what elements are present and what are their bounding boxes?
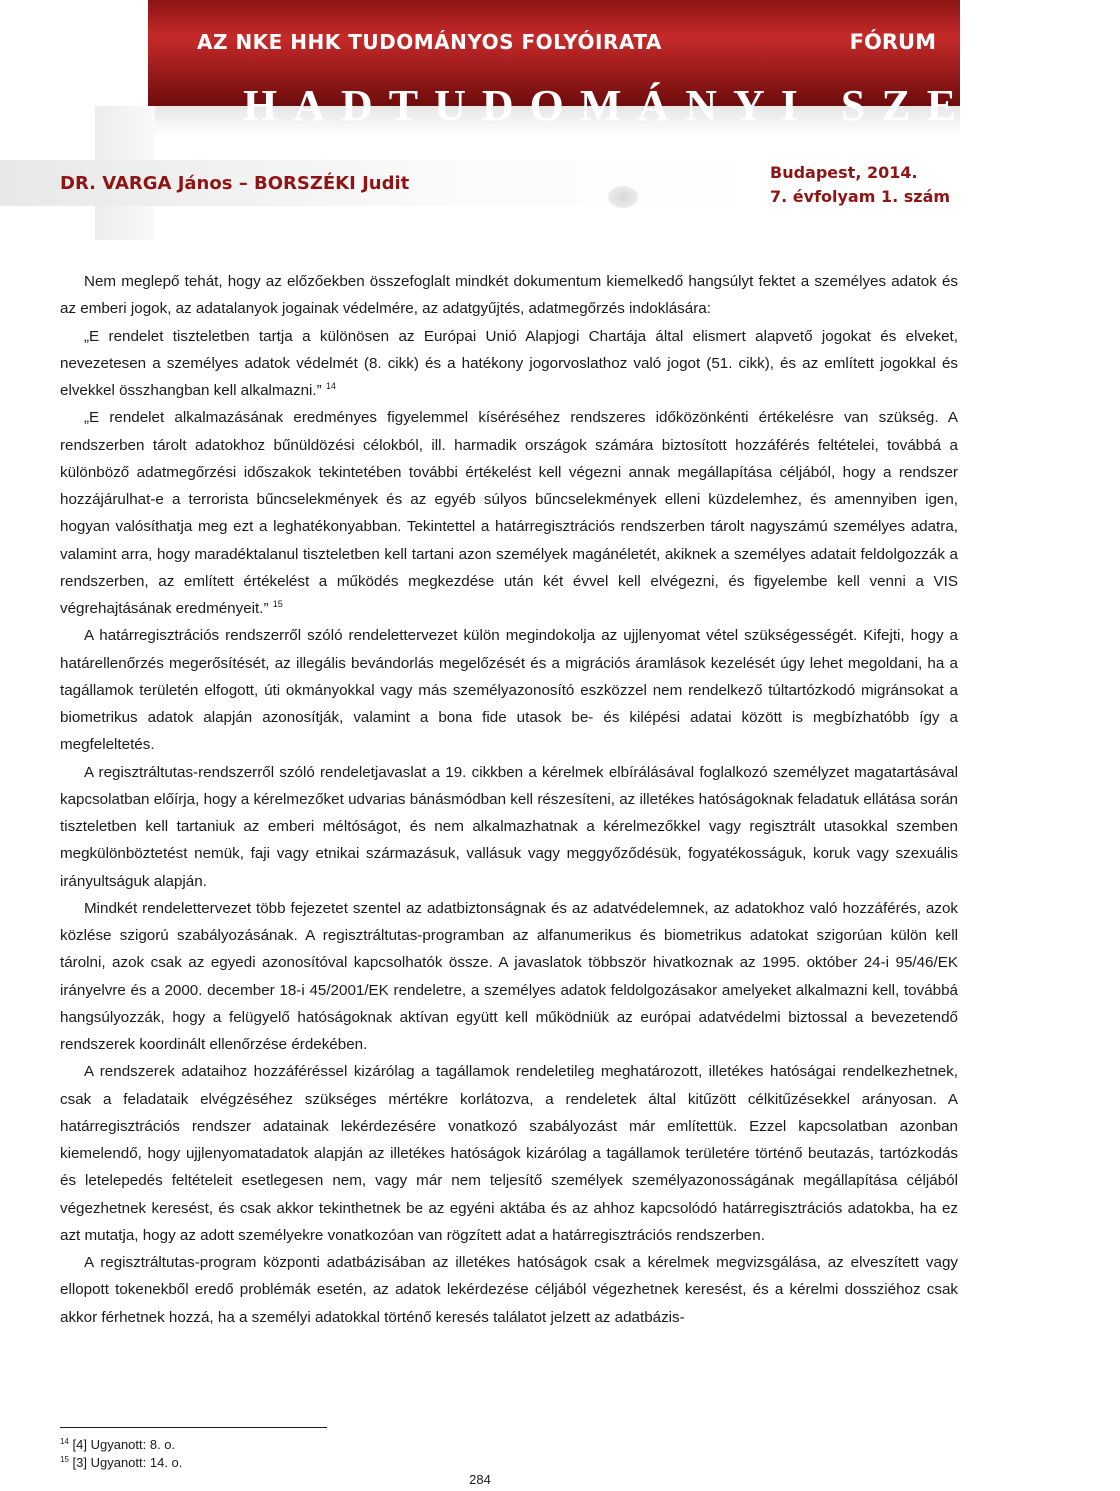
paragraph: Mindkét rendelettervezet több fejezetet szentel az adatbiztonságnak és az adatvédelemnek, az adatokhoz való hozzáférés, azok közlése szigorú szabályozásának. A regisztráltutas-programban az alfanumerikus és biometrikus adatokat szigorúan külön kell tárolni, azok csak az egyedi azonosítóval kapcsolhatók össze. A javaslatok többször hivatkoznak az 1995. október 24-i 95/46/EK irányelvre és a 2000. december 18-i 45/2001/EK rendeletre, a személyes adatok feldolgozásakor amelyeket alkalmazni kell, továbbá hangsúlyozzák, hogy a felügyelő hatóságoknak aktívan együtt kell működniük az európai adatvédelmi biztossal a bevezetendő rendszerek koordinált ellenőrzése érdekében. [60, 899, 958, 1053]
issue-info [770, 161, 950, 209]
paragraph: A regisztráltutas-program központi adatbázisában az illetékes hatóságok csak a kérelmek megvizsgálása, az elveszített vagy ellopott tokenekből eredő problémák esetén, az adatok lekérdezése céljából végezhetnek keresést, és a kérelmi dossziéhoz csak akkor férhetnek hozzá, ha a személyi adatokkal történő keresés találatot jelzett az adatbázis- [60, 1254, 958, 1326]
footnote-ref: 15 [272, 599, 283, 609]
footnote: $^{14}$ [4] Ugyanott: 8. o. [60, 1437, 176, 1452]
authors: DR. VARGA János – BORSZÉKI Judit [60, 173, 410, 194]
quote-paragraph: „E rendelet alkalmazásának eredményes figyelemmel kíséréséhez rendszeres időközönkénti értékelésre van szükség. A rendszerben tárolt adatokhoz bűnüldözési célokból, ill. harmadik országok számára biztosított hozzáférés feltételei, továbbá a különböző adatmegőrzési időszakok tekintetében további értékelést kell végezni annak megállapítása céljából, hogy a rendszer hozzájárulhat-e a terrorista bűncselekmények és az egyéb súlyos bűncselekmények elleni küzdelemhez, és amennyiben igen, hogyan valósíthatja meg ezt a leghatékonyabban. Tekintettel a határregisztrációs rendszerben tárolt nagyszámú személyes adatra, valamint arra, hogy maradéktalanul tiszteletben kell tartani azon személyek magánéletét, akiknek a személyes adatait feldolgozzák a rendszerben, az említett értékelést a működés megkezdése után két évvel kell elvégezni, és figyelembe kell venni a VIS végrehajtásának eredményeit.” $^{15}$ [60, 409, 958, 617]
page-header [0, 0, 1120, 240]
journal-title: AZ NKE HHK TUDOMÁNYOS FOLYÓIRATA [197, 30, 662, 54]
footnote-separator [60, 1427, 327, 1428]
footnote-ref: 14 [325, 381, 336, 391]
article-body [60, 268, 958, 1331]
paragraph: Nem meglepő tehát, hogy az előzőekben összefoglalt mindkét dokumentum kiemelkedő hangsúlyt fektet a személyes adatok és az emberi jogok, az adatalanyok jogainak védelmére, az adatgyűjtés, adatmegőrzés indoklására: [60, 273, 958, 318]
quote-paragraph: „E rendelet tiszteletben tartja a különösen az Európai Unió Alapjogi Chartája által elismert alapvető jogokat és elveket, nevezetesen a személyes adatok védelmét (8. cikk) és a hatékony jogorvoslathoz való jogot (51. cikk), és az említett jogokkal és elvekkel összhangban kell alkalmazni.” $^{14}$ [60, 327, 958, 399]
section-label: FÓRUM [849, 30, 936, 54]
paragraph: A rendszerek adataihoz hozzáféréssel kizárólag a tagállamok rendeletileg meghatározott, illetékes hatóságai rendelkezhetnek, csak a feladataik elvégzéséhez szükséges mértékre korlátozva, a rendeletek által kitűzött célkitűzésekkel arányosan. A határregisztrációs rendszer adatainak lekérdezésére vonatkozó szabályozást már említettük. Ezzel kapcsolatban azonban kiemelendő, hogy ujjlenyomatadatok alapján az illetékes hatóságok kizárólag a tagállamok területére történő beutazás, tartózkodás és letelepedés feltételeit esetlegesen nem, vagy már nem teljesítő személyek személyazonosságának megállapítása céljából végezhetnek keresést, és csak akkor tekinthetnek be az egyéni aktába és az ahhoz kapcsolódó határregisztrációs adatokba, ha ez azt mutatja, hogy az adott személyekre vonatkozóan van rögzített adat a határregisztrációs rendszerben. [60, 1063, 958, 1244]
page-number: 284 [469, 1472, 491, 1487]
volume: 7. évfolyam 1. szám [770, 187, 951, 206]
paragraph: A határregisztrációs rendszerről szóló rendelettervezet külön megindokolja az ujjlenyomat vétel szükségességét. Kifejti, hogy a határellenőrzés megerősítését, az illegális bevándorlás megelőzését és a migrációs áramlások kezelését úgy lehet megoldani, ha a tagállamok területén elfogott, úti okmányokkal vagy más személyazonosító eszközzel nem rendelkező túltartózkodó migránsokat a biometrikus adatok alapján azonosítják, valamint a bona fide utasok be- és kilépési adatai között is megbízhatóbb így a megfeleltetés. [60, 627, 958, 754]
place-date: Budapest, 2014. [770, 163, 918, 182]
masthead: HADTUDOMÁNYI SZEMLE [243, 81, 1120, 130]
paragraph: A regisztráltutas-rendszerről szóló rendeletjavaslat a 19. cikkben a kérelmek elbírálásával foglalkozó személyzet magatartásával kapcsolatban előírja, hogy a kérelmezőket udvarias bánásmódban kell részesíteni, az illetékes hatóságoknak feladatuk ellátása során tiszteletben kell tartaniuk az emberi méltóságot, és nem alkalmazhatnak a kérelmezőkkel vagy regisztrált utasokkal szemben megkülönböztetést nemük, faji vagy etnikai származásuk, vallásuk vagy meggyőződésük, fogyatékosságuk, koruk vagy szexuális irányultságuk alapján. [60, 763, 958, 890]
footnote: $^{15}$ [3] Ugyanott: 14. o. [60, 1455, 183, 1470]
decorative-oval [608, 186, 638, 208]
